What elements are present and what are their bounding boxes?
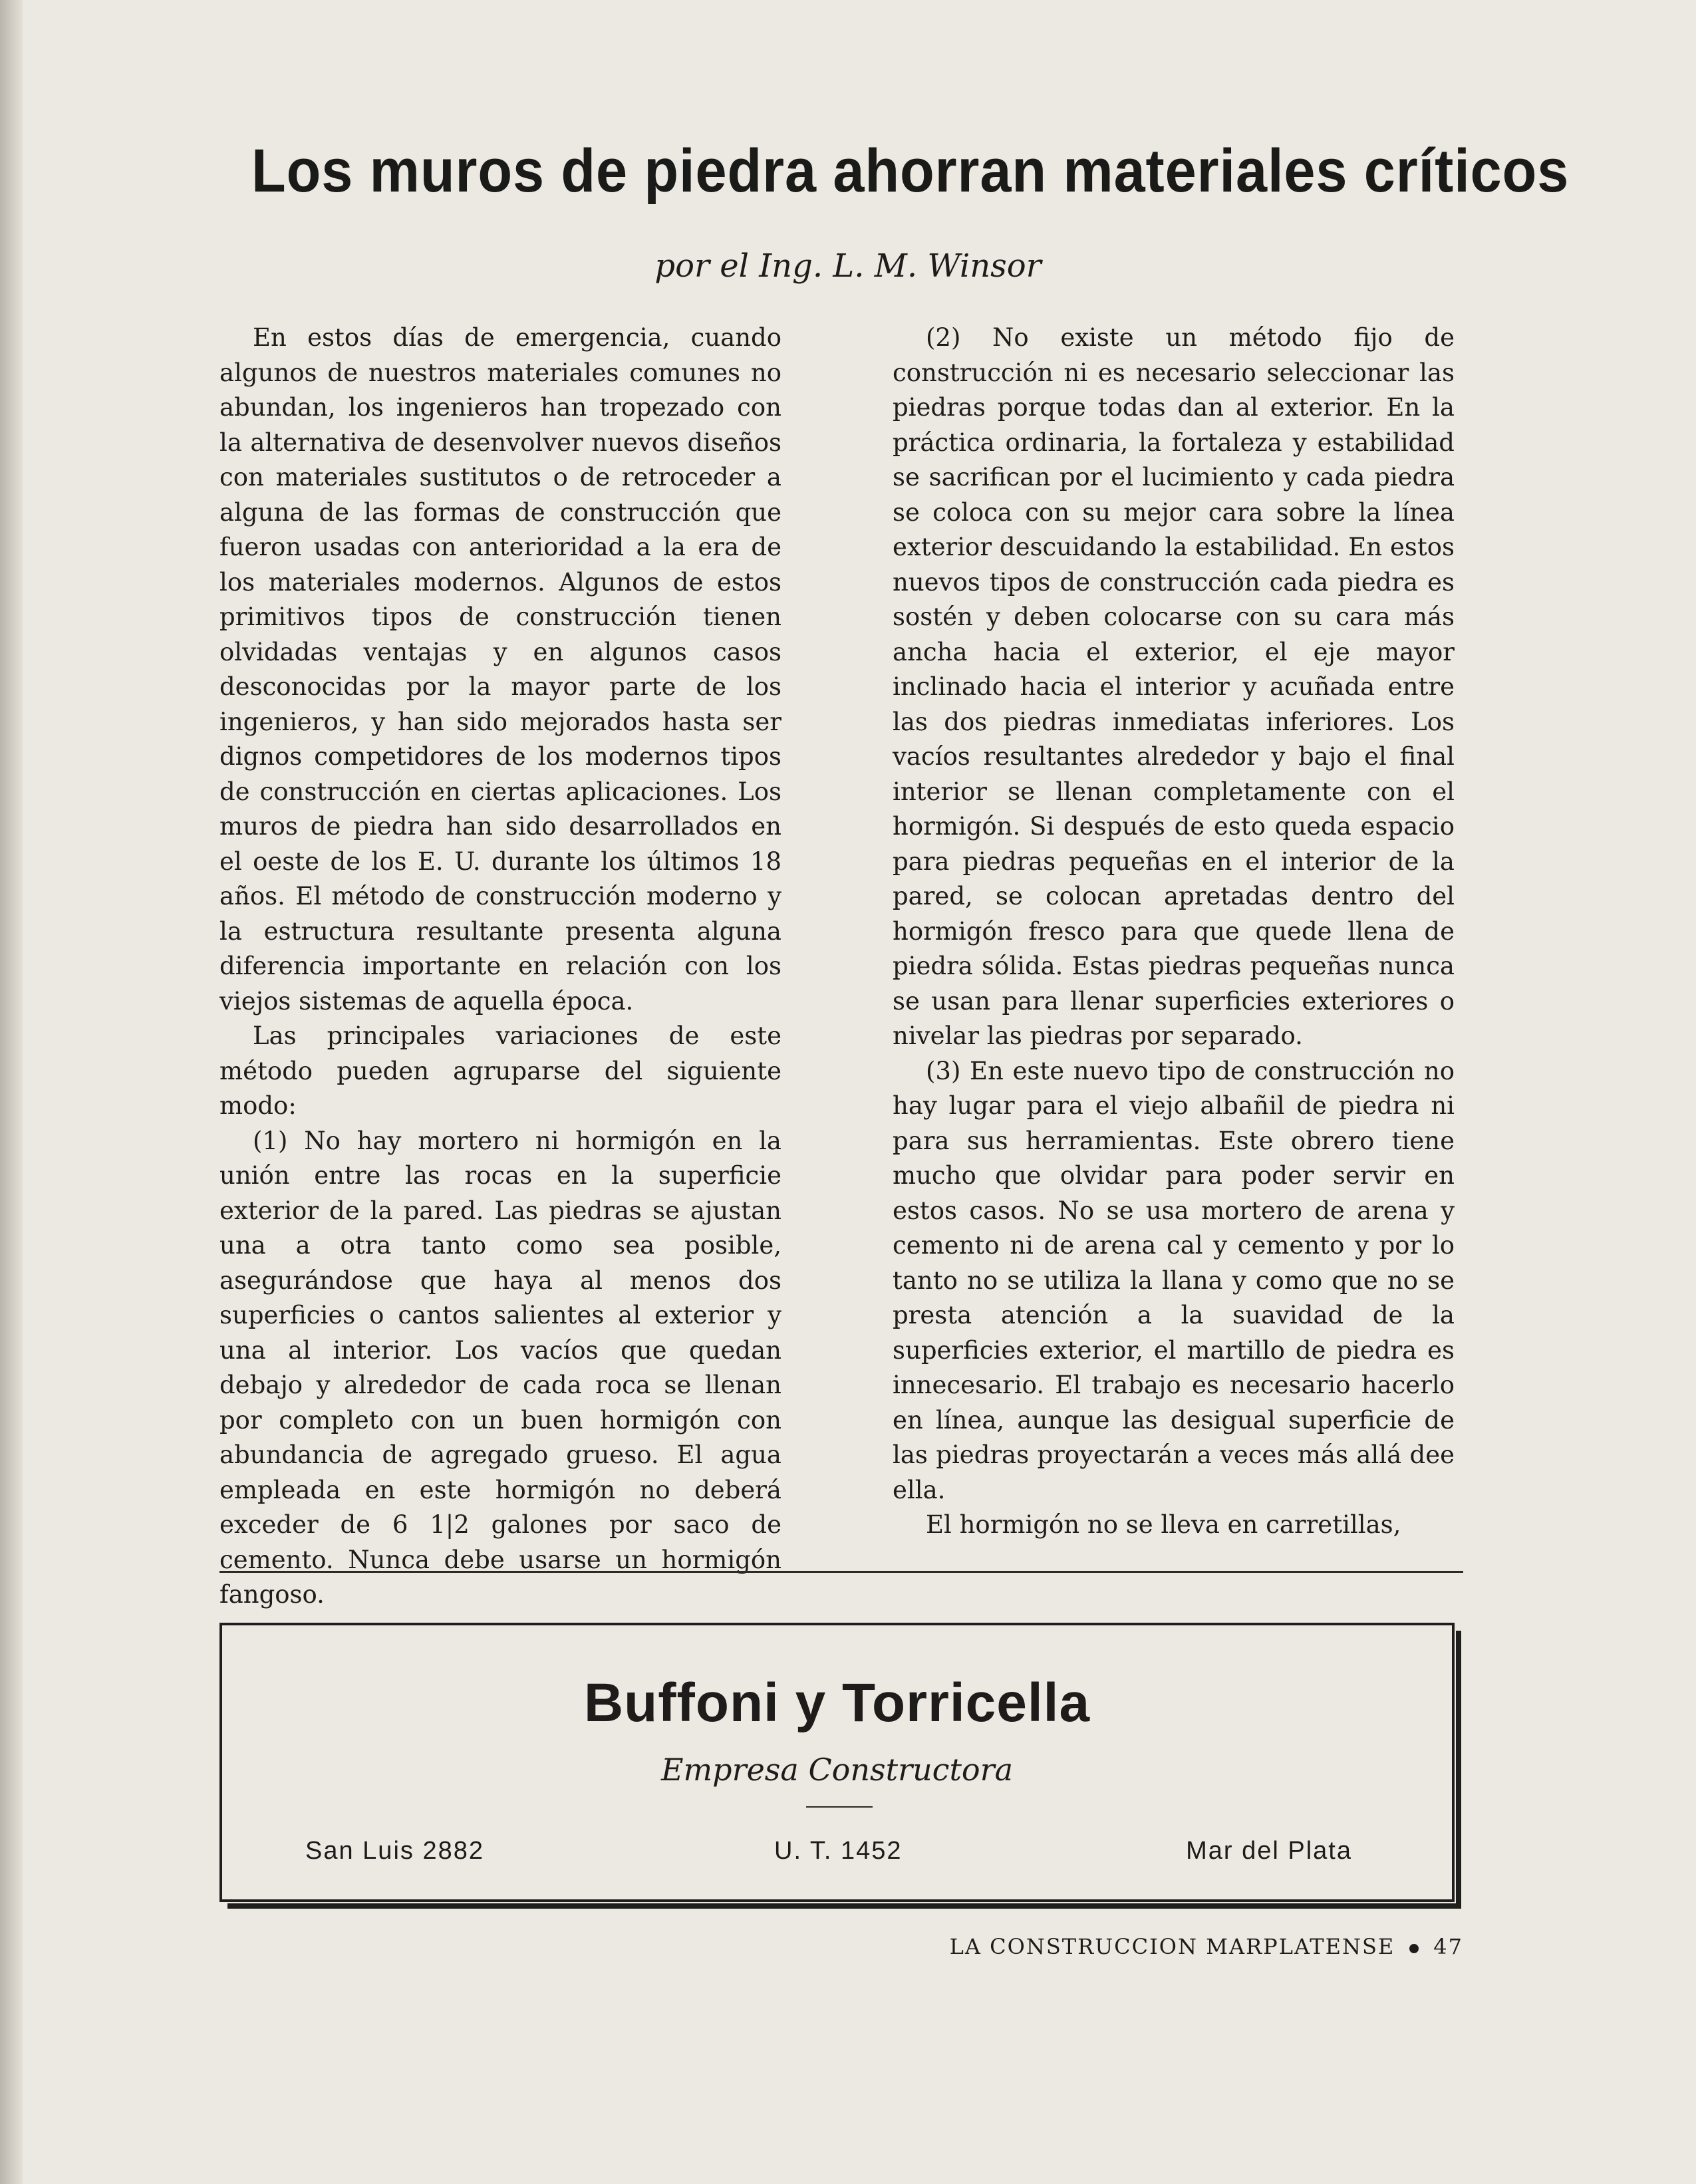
article-paragraph: En estos días de emergencia, cuando algunos de nuestros materiales comunes no abundan, los ingenieros han tropezado con la alternativa de desenvolver nuevos diseños con materiales sustitutos o de retroceder a alguna de las formas de construcción que fueron usadas con anterioridad a la era de los materiales modernos. Algunos de estos primitivos tipos de construcción tienen olvidadas ventajas y en algunos casos desconocidas por la mayor parte de los ingenieros, y han sido mejorados hasta ser dignos competidores de los modernos tipos de construcción en ciertas aplicaciones. Los muros de piedra han sido desarrollados en el oeste de los E. U. durante los últimos 18 años. El método de construcción moderno y la estructura resultante presenta alguna diferencia importante en relación con los viejos sistemas de aquella época. xyxy=(219,323,781,1016)
ad-address: San Luis 2882 xyxy=(305,1837,484,1865)
footer-page-number: 47 xyxy=(1433,1934,1463,1959)
ad-phone: U. T. 1452 xyxy=(774,1837,903,1865)
bullet-icon xyxy=(1409,1944,1419,1953)
advertisement-box xyxy=(219,1623,1455,1902)
page-edge-shadow xyxy=(0,0,23,2184)
footer-publication: LA CONSTRUCCION MARPLATENSE xyxy=(949,1934,1395,1959)
ad-company-subtitle: Empresa Constructora xyxy=(660,1752,1014,1788)
ad-city: Mar del Plata xyxy=(1186,1837,1352,1865)
article-paragraph: El hormigón no se lleva en carretillas, xyxy=(926,1510,1401,1539)
article-paragraph: (2) No existe un método fijo de construcción ni es necesario seleccionar las piedras porque todas dan al exterior. En la práctica ordinaria, la fortaleza y estabilidad se sacrifican por el lucimiento y cada piedra se coloca con su mejor cara sobre la línea exterior descuidando la estabilidad. En estos nuevos tipos de construcción cada piedra es sostén y deben colocarse con su cara más ancha hacia el exterior, el eje mayor inclinado hacia el interior y acuñada entre las dos piedras inmediatas inferiores. Los vacíos resultantes alrededor y bajo el final interior se llenan completamente con el hormigón. Si después de esto queda espacio para piedras pequeñas en el interior de la pared, se colocan apretadas dentro del hormigón fresco para que quede llena de piedra sólida. Estas piedras pequeñas nunca se usan para llenar superficies exteriores o nivelar las piedras por separado. xyxy=(893,323,1455,1050)
article-left-column xyxy=(219,321,781,1613)
article-paragraph: (3) En este nuevo tipo de construcción no hay lugar para el viejo albañil de piedra ni para sus herramientas. Este obrero tiene mucho que olvidar para poder servir en estos casos. No se usa mortero de arena y cemento ni de arena cal y cemento y por lo tanto no se utiliza la llana y como que no se presta atención a la suavidad de la superficies exterior, el martillo de piedra es innecesario. El trabajo es necesario hacerlo en línea, aunque las desigual superficie de las piedras proyectarán a veces más allá dee ella. xyxy=(893,1056,1455,1504)
article-title: Los muros de piedra ahorran materiales críticos xyxy=(251,137,1570,205)
article-right-column xyxy=(893,321,1455,1543)
page-footer xyxy=(950,1934,1463,1959)
article-author: por el Ing. L. M. Winsor xyxy=(654,247,1042,285)
article-paragraph: (1) No hay mortero ni hormigón en la unión entre las rocas en la superficie exterior de la pared. Las piedras se ajustan una a otra tanto como sea posible, asegurándose que haya al menos dos superficies o cantos salientes al exterior y una al interior. Los vacíos que quedan debajo y alrededor de cada roca se llenan por completo con un buen hormigón con abundancia de agregado grueso. El agua empleada en este hormigón no deberá exceder de 6 1|2 galones por saco de cemento. Nunca debe usarse un hormigón fangoso. xyxy=(219,1126,781,1609)
section-divider xyxy=(219,1571,1463,1573)
article-paragraph: Las principales variaciones de este método pueden agruparse del siguiente modo: xyxy=(219,1022,781,1120)
ad-company-name: Buffoni y Torricella xyxy=(583,1673,1091,1733)
ad-divider xyxy=(806,1806,873,1808)
